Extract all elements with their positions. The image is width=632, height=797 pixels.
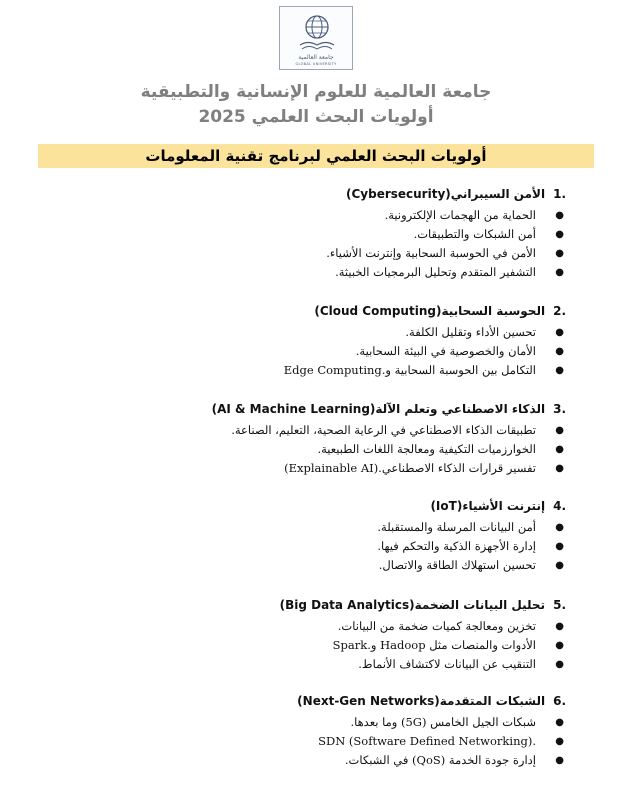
item-list — [46, 518, 566, 575]
list-item: ● الخوارزميات التكيفية ومعالجة اللغات الطبيعية. — [46, 440, 566, 459]
bullet-icon: ● — [555, 621, 564, 632]
document-subtitle: أولويات البحث العلمي 2025 — [198, 107, 434, 127]
bullet-icon: ● — [555, 560, 564, 571]
bullet-icon: ● — [555, 248, 564, 259]
list-item: ● الأمن في الحوسبة السحابية وإنترنت الأشياء. — [46, 244, 566, 263]
section-cloud-computing — [46, 302, 566, 380]
list-item: ● إدارة جودة الخدمة (QoS) في الشبكات. — [46, 751, 566, 770]
logo-name: جامعة العالمية — [298, 54, 334, 61]
section-heading — [46, 185, 566, 203]
bullet-icon: ● — [555, 522, 564, 533]
banner-title: أولويات البحث العلمي لبرنامج تقنية المعلومات — [145, 147, 487, 165]
section-number: .4 — [553, 499, 566, 513]
bullet-icon: ● — [555, 210, 564, 221]
section-title: الشبكات المتقدمة(Next-Gen Networks) — [297, 694, 546, 708]
section-title: الأمن السيبراني(Cybersecurity) — [345, 187, 546, 201]
section-title: تحليل البيانات الضخمة(Big Data Analytics) — [279, 598, 546, 612]
bullet-icon: ● — [555, 640, 564, 651]
item-list — [46, 323, 566, 380]
item-list — [46, 617, 566, 674]
list-item: ● .SDN (Software Defined Networking) — [46, 732, 566, 751]
section-cybersecurity — [46, 185, 566, 282]
program-banner — [38, 144, 594, 168]
section-title: الحوسبة السحابية(Cloud Computing) — [314, 304, 546, 318]
list-item: ● التكامل بين الحوسبة السحابية و.Edge Computing — [46, 361, 566, 380]
list-item: ● الأدوات والمنصات مثل Hadoop و.Spark — [46, 636, 566, 655]
section-ai-ml — [46, 400, 566, 478]
bullet-icon: ● — [555, 365, 564, 376]
list-item: ● الأمان والخصوصية في البيئة السحابية. — [46, 342, 566, 361]
list-item: ● إدارة الأجهزة الذكية والتحكم فيها. — [46, 537, 566, 556]
list-item: ● تحسين الأداء وتقليل الكلفة. — [46, 323, 566, 342]
list-item: ● تطبيقات الذكاء الاصطناعي في الرعاية الصحية، التعليم، الصناعة. — [46, 421, 566, 440]
item-list — [46, 421, 566, 478]
section-title: إنترنت الأشياء(IoT) — [430, 499, 546, 513]
list-item: ● التنقيب عن البيانات لاكتشاف الأنماط. — [46, 655, 566, 674]
section-heading — [46, 497, 566, 515]
university-name: جامعة العالمية للعلوم الإنسانية والتطبيقية — [140, 82, 492, 102]
bullet-icon: ● — [555, 659, 564, 670]
bullet-icon: ● — [555, 463, 564, 474]
bullet-icon: ● — [555, 717, 564, 728]
list-item: ● تحسين استهلاك الطاقة والاتصال. — [46, 556, 566, 575]
section-number: .2 — [553, 304, 566, 318]
list-item: ● التشفير المتقدم وتحليل البرمجيات الخبيثة. — [46, 263, 566, 282]
section-heading — [46, 692, 566, 710]
bullet-icon: ● — [555, 229, 564, 240]
bullet-icon: ● — [555, 755, 564, 766]
section-number: .6 — [553, 694, 566, 708]
list-item: ● شبكات الجيل الخامس (5G) وما بعدها. — [46, 713, 566, 732]
section-heading — [46, 400, 566, 418]
section-iot — [46, 497, 566, 575]
bullet-icon: ● — [555, 541, 564, 552]
bullet-icon: ● — [555, 425, 564, 436]
section-number: .1 — [553, 187, 566, 201]
bullet-icon: ● — [555, 327, 564, 338]
bullet-icon: ● — [555, 267, 564, 278]
university-logo — [279, 6, 353, 70]
bullet-icon: ● — [555, 444, 564, 455]
section-title: الذكاء الاصطناعي وتعلم الآلة(AI & Machine Learning) — [211, 402, 546, 416]
bullet-icon: ● — [555, 736, 564, 747]
item-list — [46, 206, 566, 282]
list-item: ● أمن البيانات المرسلة والمستقبلة. — [46, 518, 566, 537]
section-number: .3 — [553, 402, 566, 416]
list-item: ● تفسير قرارات الذكاء الاصطناعي.(Explainable AI) — [46, 459, 566, 478]
section-heading — [46, 302, 566, 320]
section-big-data — [46, 596, 566, 674]
bullet-icon: ● — [555, 346, 564, 357]
section-number: .5 — [553, 598, 566, 612]
list-item: ● تخزين ومعالجة كميات ضخمة من البيانات. — [46, 617, 566, 636]
item-list — [46, 713, 566, 770]
section-next-gen-networks — [46, 692, 566, 770]
logo-subtitle: GLOBAL UNIVERSITY — [295, 62, 337, 66]
list-item: ● أمن الشبكات والتطبيقات. — [46, 225, 566, 244]
list-item: ● الحماية من الهجمات الإلكترونية. — [46, 206, 566, 225]
section-heading — [46, 596, 566, 614]
